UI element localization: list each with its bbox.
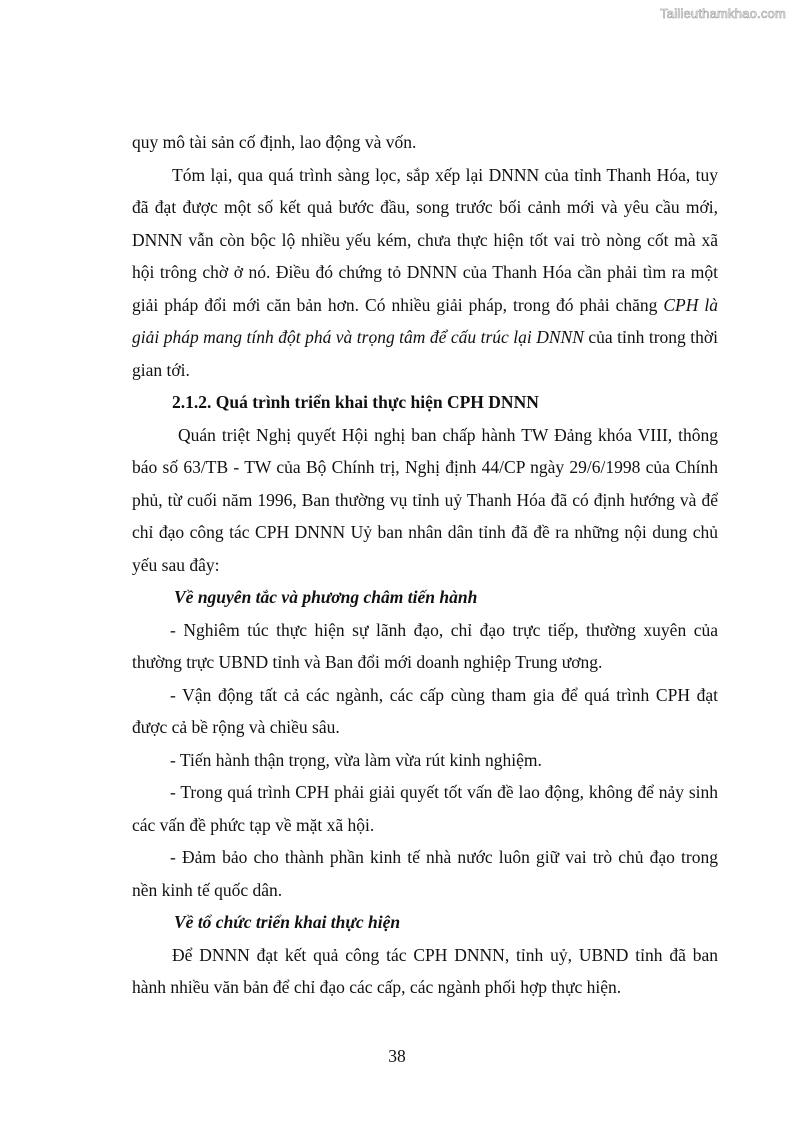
watermark: Tailieuthamkhao.com — [660, 6, 786, 21]
list-item: - Nghiêm túc thực hiện sự lãnh đạo, chỉ đạo trực tiếp, thường xuyên của thường trực UBND tỉnh và Ban đổi mới doanh nghiệp Trung ương. — [132, 619, 718, 672]
list-item: - Tiến hành thận trọng, vừa làm vừa rút kinh nghiệm. — [170, 749, 542, 770]
paragraph-continuation: quy mô tài sản cố định, lao động và vốn. — [132, 132, 417, 152]
paragraph-directive: Quán triệt Nghị quyết Hội nghị ban chấp hành TW Đảng khóa VIII, thông báo số 63/TB - TW của Bộ Chính trị, Nghị định 44/CP ngày 29/6/1998 của Chính phủ, từ cuối năm 1996, Ban thường vụ tỉnh uỷ Thanh Hóa đã có định hướng và để chỉ đạo công tác CPH DNNN Uỷ ban nhân dân tỉnh đã đề ra những nội dung chủ yếu sau đây: — [132, 424, 718, 575]
list-item: - Vận động tất cả các ngành, các cấp cùng tham gia để quá trình CPH đạt được cả bề rộng và chiều sâu. — [132, 684, 718, 737]
subheading-principles: Về nguyên tắc và phương châm tiến hành — [174, 587, 478, 607]
paragraph-summary — [132, 159, 718, 387]
section-heading: 2.1.2. Quá trình triển khai thực hiện CPH DNNN — [172, 392, 539, 412]
summary-tail: của tỉnh trong thời gian tới. — [132, 327, 718, 380]
page-number: 38 — [388, 1046, 406, 1066]
document-body — [132, 126, 718, 1004]
list-item: - Đảm bảo cho thành phần kinh tế nhà nước luôn giữ vai trò chủ đạo trong nền kinh tế quốc dân. — [132, 847, 718, 900]
list-item: - Trong quá trình CPH phải giải quyết tốt vấn đề lao động, không để nảy sinh các vấn đề phức tạp về mặt xã hội. — [132, 782, 718, 835]
summary-emphasis: CPH là giải pháp mang tính đột phá và trọng tâm để cấu trúc lại DNNN — [132, 294, 718, 347]
paragraph-implementation: Để DNNN đạt kết quả công tác CPH DNNN, tỉnh uỷ, UBND tỉnh đã ban hành nhiều văn bản để chỉ đạo các cấp, các ngành phối hợp thực hiện. — [132, 944, 718, 997]
subheading-implementation: Về tổ chức triển khai thực hiện — [174, 912, 401, 932]
summary-text: Tóm lại, qua quá trình sàng lọc, sắp xếp lại DNNN của tỉnh Thanh Hóa, tuy đã đạt được một số kết quả bước đầu, song trước bối cảnh mới và yêu cầu mới, DNNN vẫn còn bộc lộ nhiều yếu kém, chưa thực hiện tốt vai trò nòng cốt mà xã hội trông chờ ở nó. Điều đó chứng tỏ DNNN của Thanh Hóa cần phải tìm ra một giải pháp đổi mới căn bản hơn. Có nhiều giải pháp, trong đó phải chăng — [132, 164, 718, 315]
